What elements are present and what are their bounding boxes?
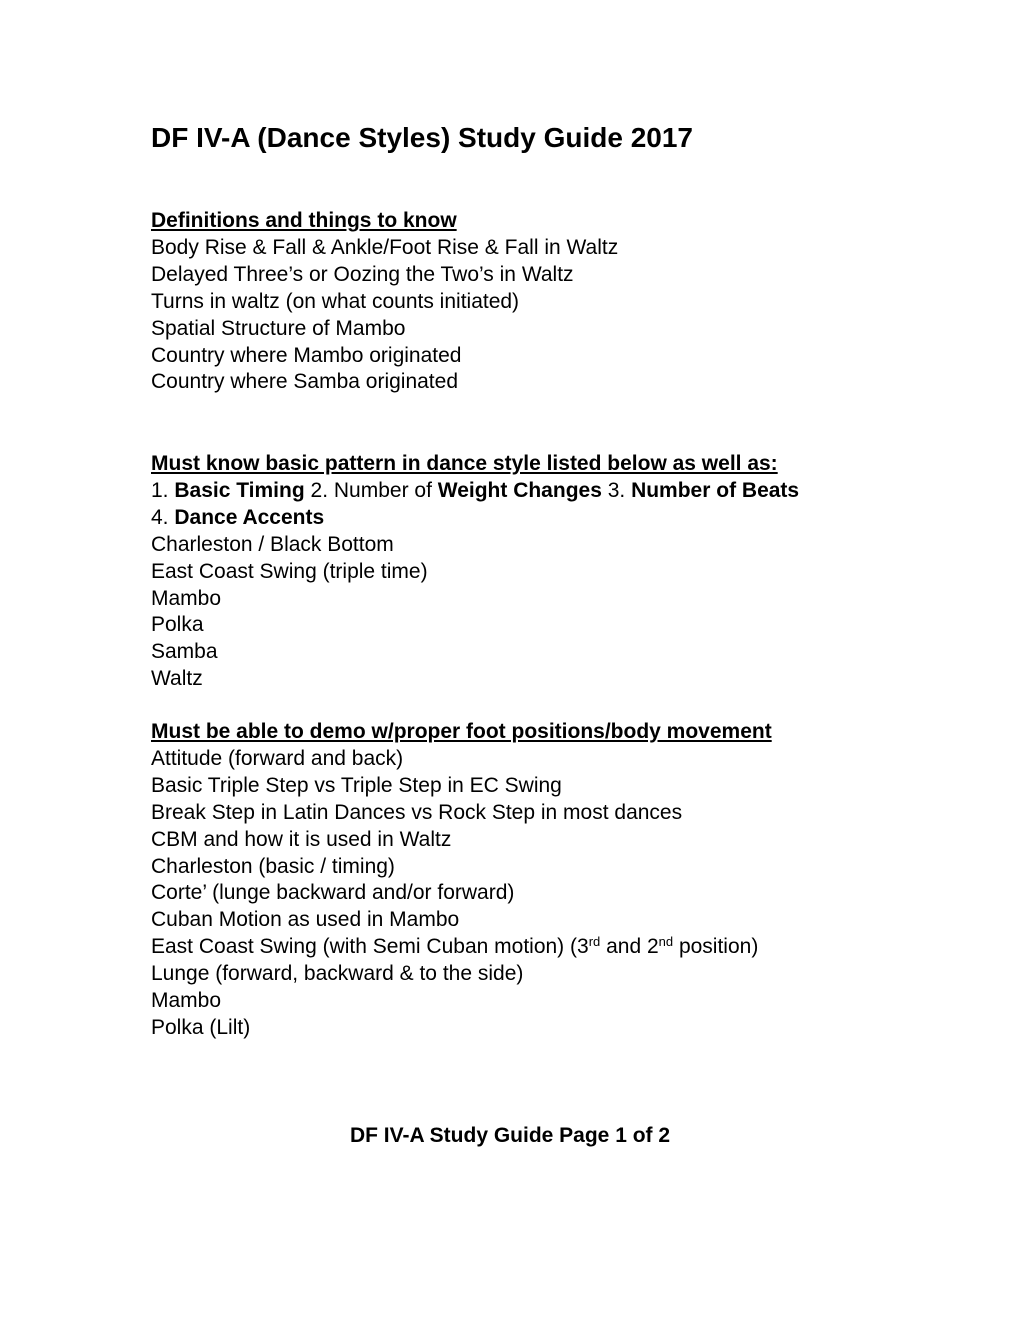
criteria-term: Weight Changes [437, 478, 602, 502]
list-item: Turns in waltz (on what counts initiated) [151, 289, 520, 313]
ordinal-superscript: nd [658, 934, 674, 950]
list-item-ecs [151, 934, 851, 961]
list-item: East Coast Swing (triple time) [151, 559, 428, 583]
list-item: Charleston / Black Bottom [151, 532, 394, 556]
demo-section [151, 719, 851, 1042]
criteria-number: 1. [151, 478, 175, 502]
list-item: Basic Triple Step vs Triple Step in EC Swing [151, 773, 562, 797]
page-title: DF IV-A (Dance Styles) Study Guide 2017 [151, 122, 694, 153]
list-item: Mambo [151, 586, 222, 610]
ecs-text: position) [673, 935, 759, 959]
list-item: Polka [151, 613, 204, 637]
list-item: Cuban Motion as used in Mambo [151, 908, 460, 932]
list-item: Lunge (forward, backward & to the side) [151, 962, 524, 986]
page-footer: DF IV-A Study Guide Page 1 of 2 [349, 1124, 671, 1147]
ordinal-superscript: rd [588, 934, 601, 950]
list-item: Samba [151, 640, 218, 664]
criteria-term: Dance Accents [174, 505, 325, 529]
ecs-text: and 2 [600, 935, 659, 959]
criteria-number: 4. [151, 505, 175, 529]
definitions-section [151, 208, 851, 396]
criteria-line [151, 478, 811, 532]
ecs-text: East Coast Swing (with Semi Cuban motion) (3 [151, 935, 589, 959]
list-item: Mambo [151, 989, 222, 1013]
basic-patterns-heading: Must know basic pattern in dance style listed below as well as: [151, 452, 778, 475]
criteria-term: Number of Beats [631, 478, 800, 502]
basic-patterns-section [151, 451, 851, 693]
criteria-term: Basic Timing [174, 478, 305, 502]
list-item: Attitude (forward and back) [151, 746, 404, 770]
list-item: Delayed Three’s or Oozing the Two’s in Waltz [151, 262, 574, 286]
list-item: Spatial Structure of Mambo [151, 316, 406, 340]
demo-heading: Must be able to demo w/proper foot positions/body movement [151, 720, 772, 743]
list-item: Country where Mambo originated [151, 343, 462, 367]
definitions-heading: Definitions and things to know [151, 209, 457, 232]
list-item: Waltz [151, 667, 203, 691]
criteria-number: 2. Number of [304, 478, 438, 502]
list-item: Charleston (basic / timing) [151, 854, 395, 878]
list-item: Body Rise & Fall & Ankle/Foot Rise & Fall in Waltz [151, 235, 619, 259]
list-item: Break Step in Latin Dances vs Rock Step in most dances [151, 800, 683, 824]
criteria-number: 3. [601, 478, 632, 502]
list-item: Corte’ (lunge backward and/or forward) [151, 881, 515, 905]
list-item: Country where Samba originated [151, 370, 459, 394]
list-item: CBM and how it is used in Waltz [151, 827, 452, 851]
list-item: Polka (Lilt) [151, 1015, 251, 1039]
